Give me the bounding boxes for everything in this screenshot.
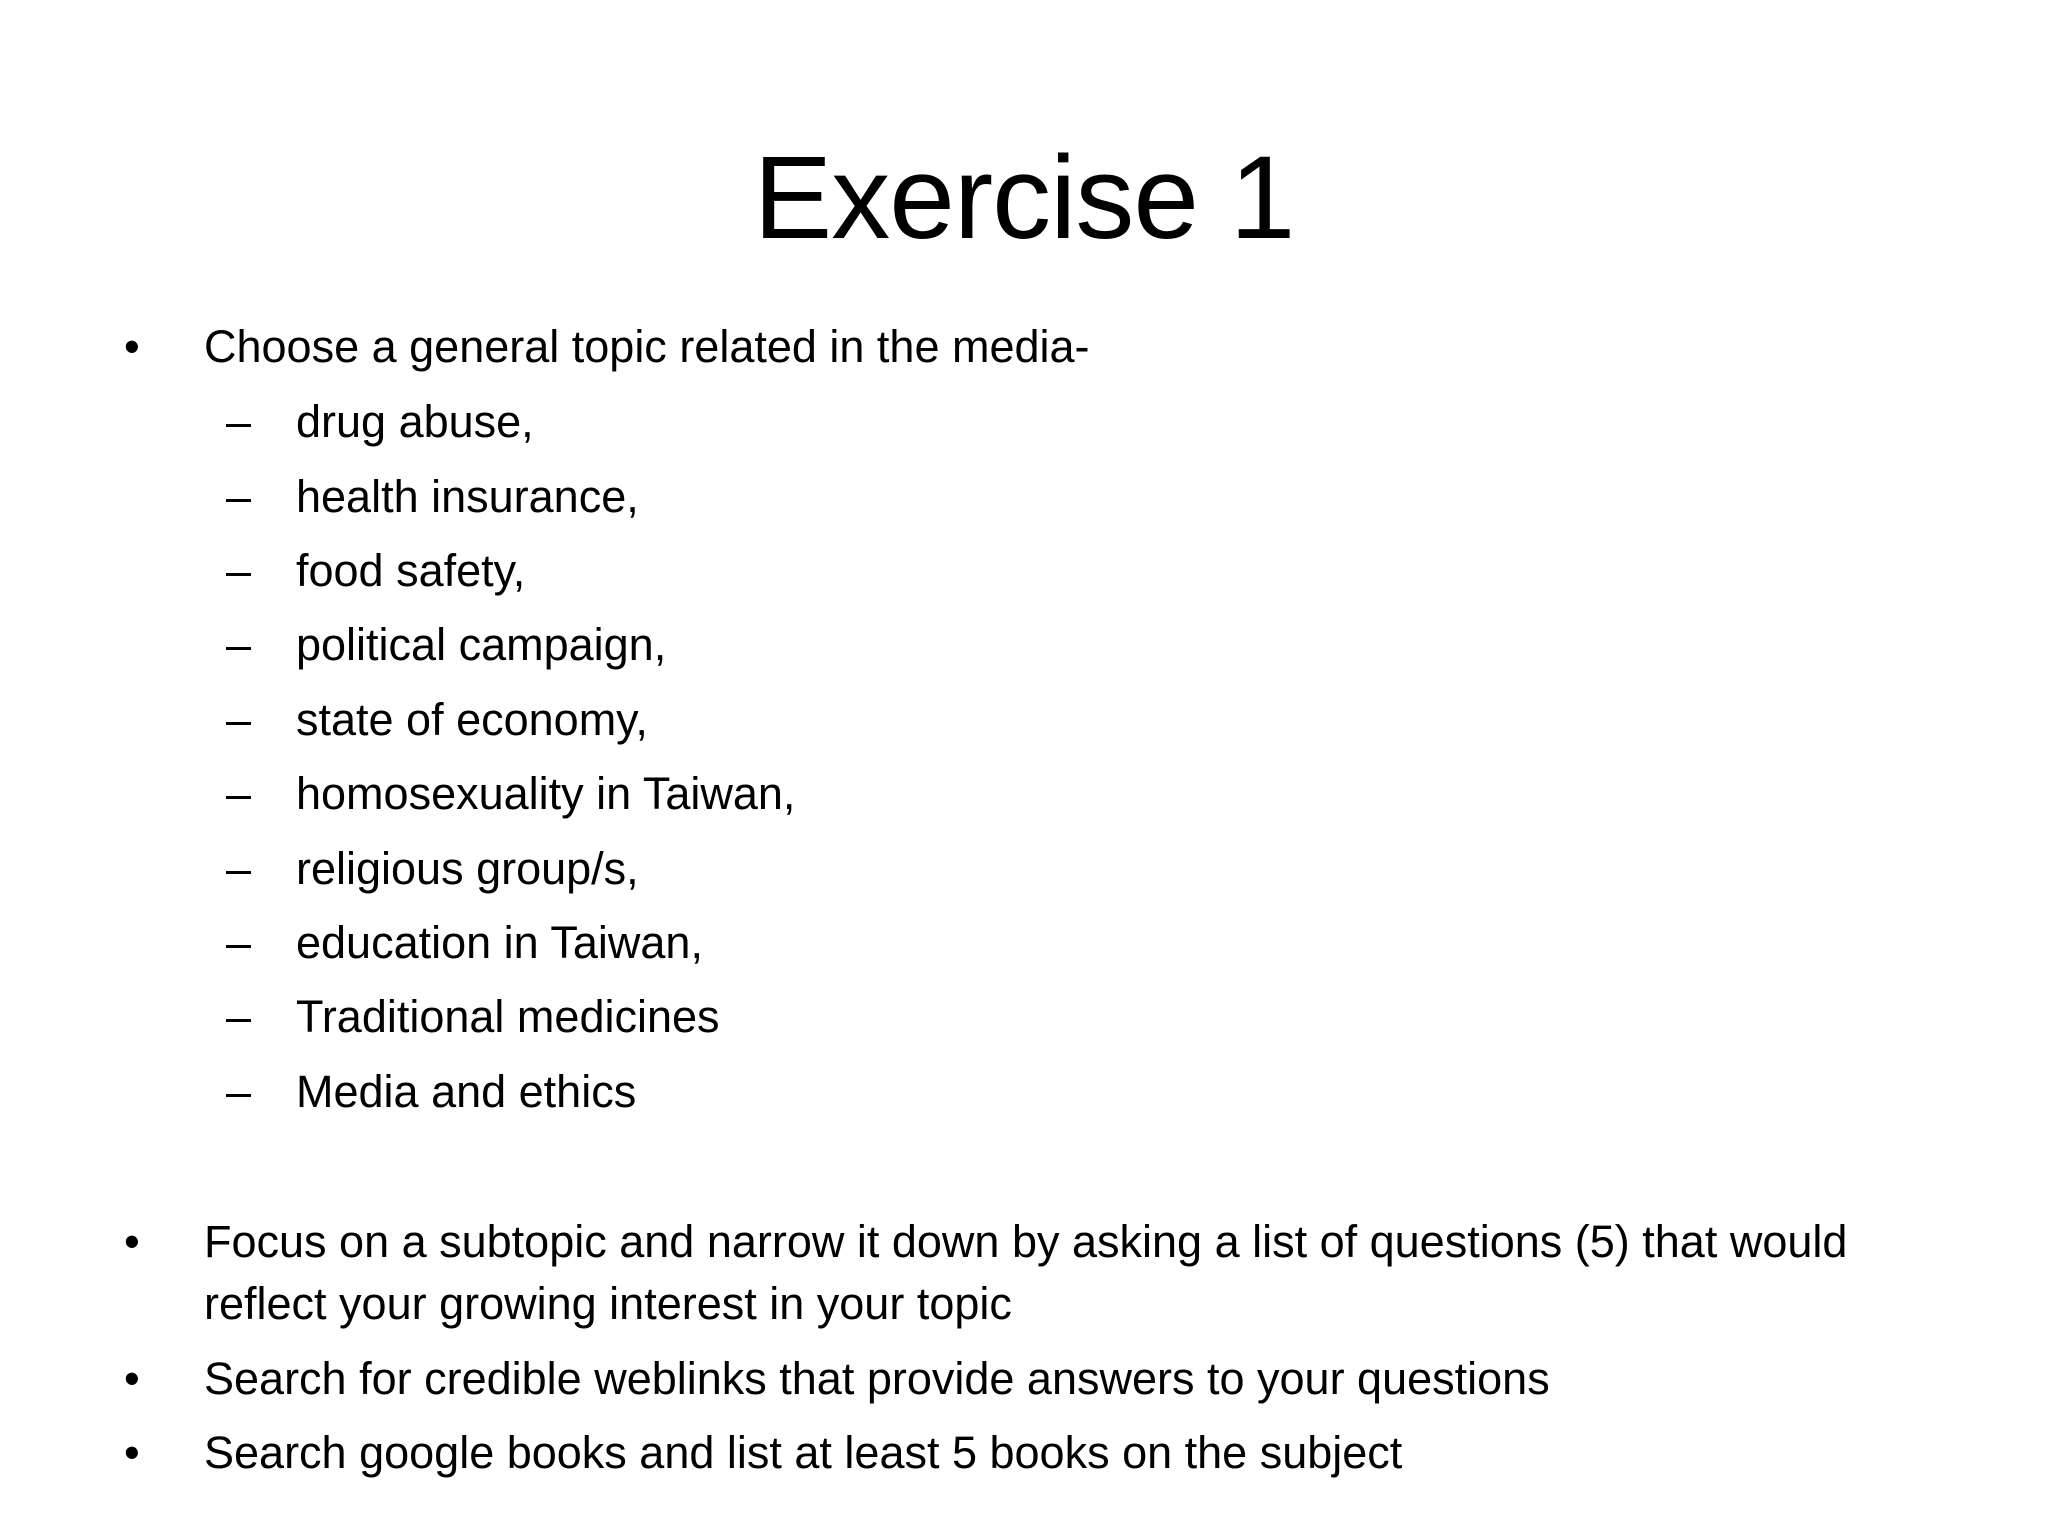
subitem-drug-abuse: drug abuse, bbox=[296, 396, 534, 447]
dash-icon: – bbox=[226, 917, 252, 968]
bullet-icon: • bbox=[124, 1427, 140, 1478]
dash-icon: – bbox=[226, 991, 252, 1042]
bullet-text-weblinks: Search for credible weblinks that provide answers to your questions bbox=[204, 1353, 1550, 1404]
bullet-icon: • bbox=[124, 1216, 140, 1267]
dash-icon: – bbox=[226, 471, 252, 522]
bullet-icon: • bbox=[124, 321, 140, 372]
bullet-text-topic: Choose a general topic related in the media- bbox=[204, 321, 1090, 372]
dash-icon: – bbox=[226, 843, 252, 894]
bullet-text-google-books: Search google books and list at least 5 books on the subject bbox=[204, 1427, 1403, 1478]
slide-title: Exercise 1 bbox=[753, 132, 1295, 264]
subitem-health-insurance: health insurance, bbox=[296, 471, 639, 522]
subitem-education: education in Taiwan, bbox=[296, 917, 703, 968]
dash-icon: – bbox=[226, 396, 252, 447]
dash-icon: – bbox=[226, 768, 252, 819]
bullet-text-subtopic-line2: reflect your growing interest in your topic bbox=[204, 1278, 1012, 1329]
bullet-icon: • bbox=[124, 1353, 140, 1404]
dash-icon: – bbox=[226, 619, 252, 670]
dash-icon: – bbox=[226, 545, 252, 596]
bullet-text-subtopic-line1: Focus on a subtopic and narrow it down by asking a list of questions (5) that would bbox=[204, 1216, 1848, 1267]
subitem-state-of-economy: state of economy, bbox=[296, 694, 648, 745]
subitem-political-campaign: political campaign, bbox=[296, 619, 667, 670]
subitem-homosexuality: homosexuality in Taiwan, bbox=[296, 768, 796, 819]
subitem-religious-groups: religious group/s, bbox=[296, 843, 639, 894]
dash-icon: – bbox=[226, 1066, 252, 1117]
subitem-food-safety: food safety, bbox=[296, 545, 526, 596]
subitem-traditional-medicines: Traditional medicines bbox=[296, 991, 720, 1042]
subitem-media-ethics: Media and ethics bbox=[296, 1066, 637, 1117]
dash-icon: – bbox=[226, 694, 252, 745]
